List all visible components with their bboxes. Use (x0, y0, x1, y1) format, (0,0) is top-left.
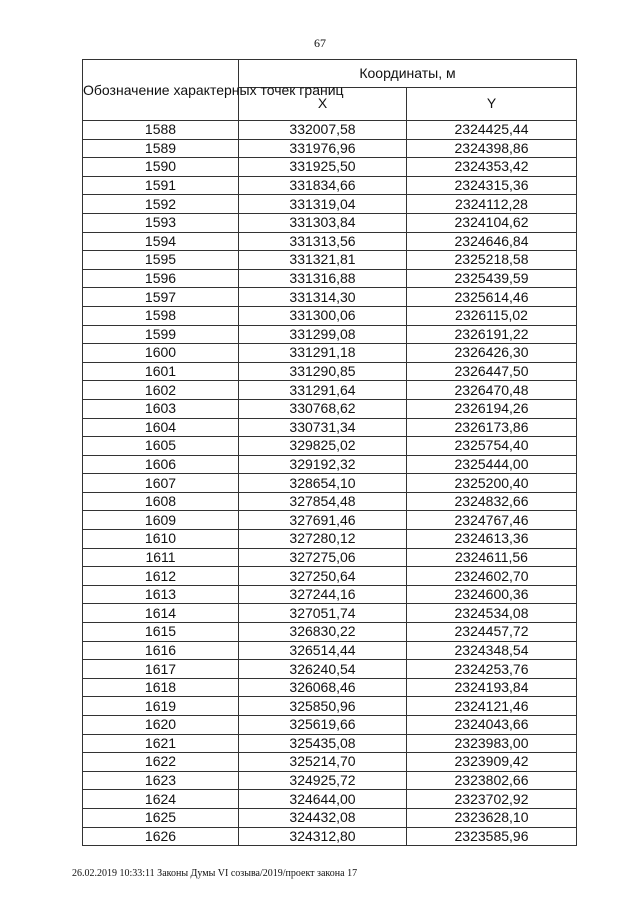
table-row (83, 808, 577, 827)
x-coordinate-cell: 324644,00 (239, 790, 407, 809)
table-row (83, 455, 577, 474)
x-coordinate-cell: 331291,18 (239, 344, 407, 363)
point-id-cell: 1602 (83, 381, 239, 400)
y-coordinate-cell: 2323702,92 (407, 790, 577, 809)
point-id-cell: 1591 (83, 176, 239, 195)
x-coordinate-cell: 331299,08 (239, 325, 407, 344)
y-coordinate-cell: 2324043,66 (407, 716, 577, 735)
table-row (83, 511, 577, 530)
point-id-cell: 1593 (83, 213, 239, 232)
point-id-cell: 1605 (83, 437, 239, 456)
point-id-cell: 1600 (83, 344, 239, 363)
table-row (83, 585, 577, 604)
point-id-cell: 1601 (83, 362, 239, 381)
header-y: Y (407, 87, 577, 120)
point-id-cell: 1594 (83, 232, 239, 251)
y-coordinate-cell: 2323585,96 (407, 827, 577, 846)
table-row (83, 288, 577, 307)
table-row (83, 641, 577, 660)
x-coordinate-cell: 331316,88 (239, 269, 407, 288)
x-coordinate-cell: 331319,04 (239, 195, 407, 214)
point-id-cell: 1612 (83, 567, 239, 586)
point-id-cell: 1609 (83, 511, 239, 530)
x-coordinate-cell: 331313,56 (239, 232, 407, 251)
y-coordinate-cell: 2325754,40 (407, 437, 577, 456)
table-row (83, 232, 577, 251)
x-coordinate-cell: 329825,02 (239, 437, 407, 456)
x-coordinate-cell: 327275,06 (239, 548, 407, 567)
y-coordinate-cell: 2324398,86 (407, 139, 577, 158)
table-row (83, 716, 577, 735)
x-coordinate-cell: 324312,80 (239, 827, 407, 846)
header-x: X (239, 87, 407, 120)
table-row (83, 139, 577, 158)
table-row (83, 474, 577, 493)
table-row (83, 771, 577, 790)
x-coordinate-cell: 327244,16 (239, 585, 407, 604)
point-id-cell: 1607 (83, 474, 239, 493)
x-coordinate-cell: 325435,08 (239, 734, 407, 753)
y-coordinate-cell: 2324112,28 (407, 195, 577, 214)
y-coordinate-cell: 2324600,36 (407, 585, 577, 604)
table-row (83, 734, 577, 753)
point-id-cell: 1619 (83, 697, 239, 716)
x-coordinate-cell: 324925,72 (239, 771, 407, 790)
y-coordinate-cell: 2323628,10 (407, 808, 577, 827)
table-row (83, 678, 577, 697)
table-row (83, 158, 577, 177)
x-coordinate-cell: 327854,48 (239, 492, 407, 511)
y-coordinate-cell: 2324767,46 (407, 511, 577, 530)
y-coordinate-cell: 2326173,86 (407, 418, 577, 437)
table-row (83, 251, 577, 270)
y-coordinate-cell: 2324253,76 (407, 660, 577, 679)
table-row (83, 344, 577, 363)
x-coordinate-cell: 331290,85 (239, 362, 407, 381)
x-coordinate-cell: 327280,12 (239, 530, 407, 549)
point-id-cell: 1623 (83, 771, 239, 790)
x-coordinate-cell: 331321,81 (239, 251, 407, 270)
point-id-cell: 1613 (83, 585, 239, 604)
point-id-cell: 1588 (83, 121, 239, 140)
point-id-cell: 1608 (83, 492, 239, 511)
table-row (83, 697, 577, 716)
point-id-cell: 1590 (83, 158, 239, 177)
x-coordinate-cell: 326068,46 (239, 678, 407, 697)
footer-note: 26.02.2019 10:33:11 Законы Думы VI созыва/2019/проект закона 17 (72, 868, 358, 879)
point-id-cell: 1596 (83, 269, 239, 288)
point-id-cell: 1598 (83, 306, 239, 325)
y-coordinate-cell: 2323909,42 (407, 753, 577, 772)
table-row (83, 530, 577, 549)
y-coordinate-cell: 2324457,72 (407, 623, 577, 642)
x-coordinate-cell: 326514,44 (239, 641, 407, 660)
x-coordinate-cell: 331303,84 (239, 213, 407, 232)
point-id-cell: 1622 (83, 753, 239, 772)
table-row (83, 492, 577, 511)
point-id-cell: 1606 (83, 455, 239, 474)
point-id-cell: 1589 (83, 139, 239, 158)
table-row (83, 790, 577, 809)
y-coordinate-cell: 2325614,46 (407, 288, 577, 307)
y-coordinate-cell: 2325218,58 (407, 251, 577, 270)
y-coordinate-cell: 2326447,50 (407, 362, 577, 381)
y-coordinate-cell: 2326470,48 (407, 381, 577, 400)
y-coordinate-cell: 2323983,00 (407, 734, 577, 753)
y-coordinate-cell: 2324425,44 (407, 121, 577, 140)
y-coordinate-cell: 2324646,84 (407, 232, 577, 251)
y-coordinate-cell: 2326115,02 (407, 306, 577, 325)
y-coordinate-cell: 2324534,08 (407, 604, 577, 623)
coordinates-table (82, 59, 577, 846)
table-row (83, 213, 577, 232)
table-row (83, 827, 577, 846)
table-row (83, 604, 577, 623)
table-row (83, 399, 577, 418)
point-id-cell: 1614 (83, 604, 239, 623)
point-id-cell: 1626 (83, 827, 239, 846)
table-row (83, 306, 577, 325)
y-coordinate-cell: 2324121,46 (407, 697, 577, 716)
y-coordinate-cell: 2325439,59 (407, 269, 577, 288)
y-coordinate-cell: 2324193,84 (407, 678, 577, 697)
table-row (83, 567, 577, 586)
x-coordinate-cell: 329192,32 (239, 455, 407, 474)
x-coordinate-cell: 331314,30 (239, 288, 407, 307)
table-row (83, 660, 577, 679)
x-coordinate-cell: 330768,62 (239, 399, 407, 418)
y-coordinate-cell: 2324104,62 (407, 213, 577, 232)
point-id-cell: 1616 (83, 641, 239, 660)
point-id-cell: 1595 (83, 251, 239, 270)
table-row (83, 325, 577, 344)
point-id-cell: 1611 (83, 548, 239, 567)
point-id-cell: 1625 (83, 808, 239, 827)
table-row (83, 623, 577, 642)
y-coordinate-cell: 2325200,40 (407, 474, 577, 493)
table-row (83, 362, 577, 381)
y-coordinate-cell: 2324315,36 (407, 176, 577, 195)
table-row (83, 548, 577, 567)
y-coordinate-cell: 2324353,42 (407, 158, 577, 177)
point-id-cell: 1620 (83, 716, 239, 735)
y-coordinate-cell: 2324348,54 (407, 641, 577, 660)
x-coordinate-cell: 331976,96 (239, 139, 407, 158)
point-id-cell: 1604 (83, 418, 239, 437)
y-coordinate-cell: 2325444,00 (407, 455, 577, 474)
y-coordinate-cell: 2326194,26 (407, 399, 577, 418)
x-coordinate-cell: 331925,50 (239, 158, 407, 177)
point-id-cell: 1621 (83, 734, 239, 753)
point-id-cell: 1624 (83, 790, 239, 809)
table-row (83, 437, 577, 456)
table-row (83, 269, 577, 288)
point-id-cell: 1617 (83, 660, 239, 679)
x-coordinate-cell: 331834,66 (239, 176, 407, 195)
x-coordinate-cell: 328654,10 (239, 474, 407, 493)
point-id-cell: 1610 (83, 530, 239, 549)
y-coordinate-cell: 2323802,66 (407, 771, 577, 790)
table-row (83, 195, 577, 214)
x-coordinate-cell: 330731,34 (239, 418, 407, 437)
x-coordinate-cell: 326240,54 (239, 660, 407, 679)
page-number: 67 (314, 36, 326, 50)
table-row (83, 381, 577, 400)
point-id-cell: 1618 (83, 678, 239, 697)
header-point-designation: Обозначение характерных точек границ (83, 60, 239, 121)
table-row (83, 121, 577, 140)
x-coordinate-cell: 324432,08 (239, 808, 407, 827)
table-row (83, 176, 577, 195)
x-coordinate-cell: 331291,64 (239, 381, 407, 400)
x-coordinate-cell: 327051,74 (239, 604, 407, 623)
point-id-cell: 1603 (83, 399, 239, 418)
point-id-cell: 1592 (83, 195, 239, 214)
point-id-cell: 1615 (83, 623, 239, 642)
y-coordinate-cell: 2324832,66 (407, 492, 577, 511)
table-row (83, 418, 577, 437)
x-coordinate-cell: 325214,70 (239, 753, 407, 772)
y-coordinate-cell: 2324602,70 (407, 567, 577, 586)
y-coordinate-cell: 2324613,36 (407, 530, 577, 549)
point-id-cell: 1597 (83, 288, 239, 307)
x-coordinate-cell: 327691,46 (239, 511, 407, 530)
table-row (83, 753, 577, 772)
y-coordinate-cell: 2326191,22 (407, 325, 577, 344)
x-coordinate-cell: 326830,22 (239, 623, 407, 642)
y-coordinate-cell: 2324611,56 (407, 548, 577, 567)
header-coordinates: Координаты, м (239, 60, 577, 88)
x-coordinate-cell: 332007,58 (239, 121, 407, 140)
x-coordinate-cell: 331300,06 (239, 306, 407, 325)
y-coordinate-cell: 2326426,30 (407, 344, 577, 363)
x-coordinate-cell: 325619,66 (239, 716, 407, 735)
point-id-cell: 1599 (83, 325, 239, 344)
x-coordinate-cell: 327250,64 (239, 567, 407, 586)
table-body (83, 121, 577, 846)
x-coordinate-cell: 325850,96 (239, 697, 407, 716)
